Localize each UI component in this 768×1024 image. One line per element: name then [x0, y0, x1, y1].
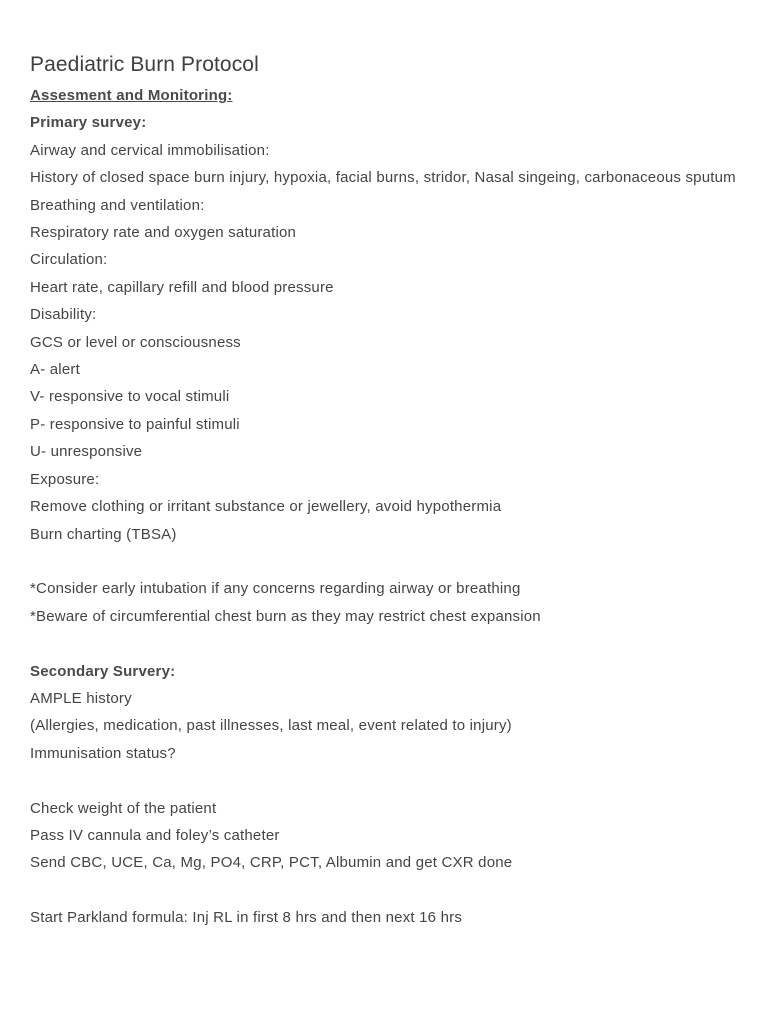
text-line: Pass IV cannula and foley’s catheter [30, 826, 280, 844]
text-line: History of closed space burn injury, hypoxia, facial burns, stridor, Nasal singeing, carbonaceous sputum [30, 169, 736, 187]
text-line: Send CBC, UCE, Ca, Mg, PO4, CRP, PCT, Albumin and get CXR done [30, 854, 513, 872]
text-line: Circulation: [30, 251, 108, 269]
text-line: Airway and cervical immobilisation: [30, 141, 270, 159]
blank-line [30, 877, 745, 904]
text-line: Disability: [30, 306, 97, 324]
subheading-primary-survey: Primary survey: [30, 114, 147, 132]
text-line: Start Parkland formula: Inj RL in first 8 hrs and then next 16 hrs [30, 909, 463, 927]
note-line: *Consider early intubation if any concerns regarding airway or breathing [30, 580, 521, 598]
text-line: Immunisation status? [30, 744, 176, 762]
section-heading-assessment: Assesment and Monitoring: [30, 87, 233, 104]
text-line: P- responsive to painful stimuli [30, 415, 240, 433]
text-line: A- alert [30, 361, 80, 379]
text-line: Burn charting (TBSA) [30, 525, 177, 543]
text-line: GCS or level or consciousness [30, 333, 241, 351]
text-line: Check weight of the patient [30, 799, 217, 817]
note-body[interactable] [30, 49, 745, 932]
text-line: Breathing and ventilation: [30, 196, 205, 214]
blank-line [30, 630, 745, 657]
note-title: Paediatric Burn Protocol [30, 53, 259, 76]
blank-line [30, 548, 745, 575]
text-line: AMPLE history [30, 689, 132, 707]
note-line: *Beware of circumferential chest burn as they may restrict chest expansion [30, 607, 541, 625]
text-line: U- unresponsive [30, 443, 143, 461]
text-line: Remove clothing or irritant substance or jewellery, avoid hypothermia [30, 498, 502, 516]
text-line: (Allergies, medication, past illnesses, last meal, event related to injury) [30, 717, 512, 735]
text-line: Exposure: [30, 470, 100, 488]
text-line: Respiratory rate and oxygen saturation [30, 224, 297, 242]
text-line: V- responsive to vocal stimuli [30, 388, 230, 406]
text-line: Heart rate, capillary refill and blood pressure [30, 278, 334, 296]
blank-line [30, 767, 745, 794]
subheading-secondary-survey: Secondary Survery: [30, 662, 176, 680]
